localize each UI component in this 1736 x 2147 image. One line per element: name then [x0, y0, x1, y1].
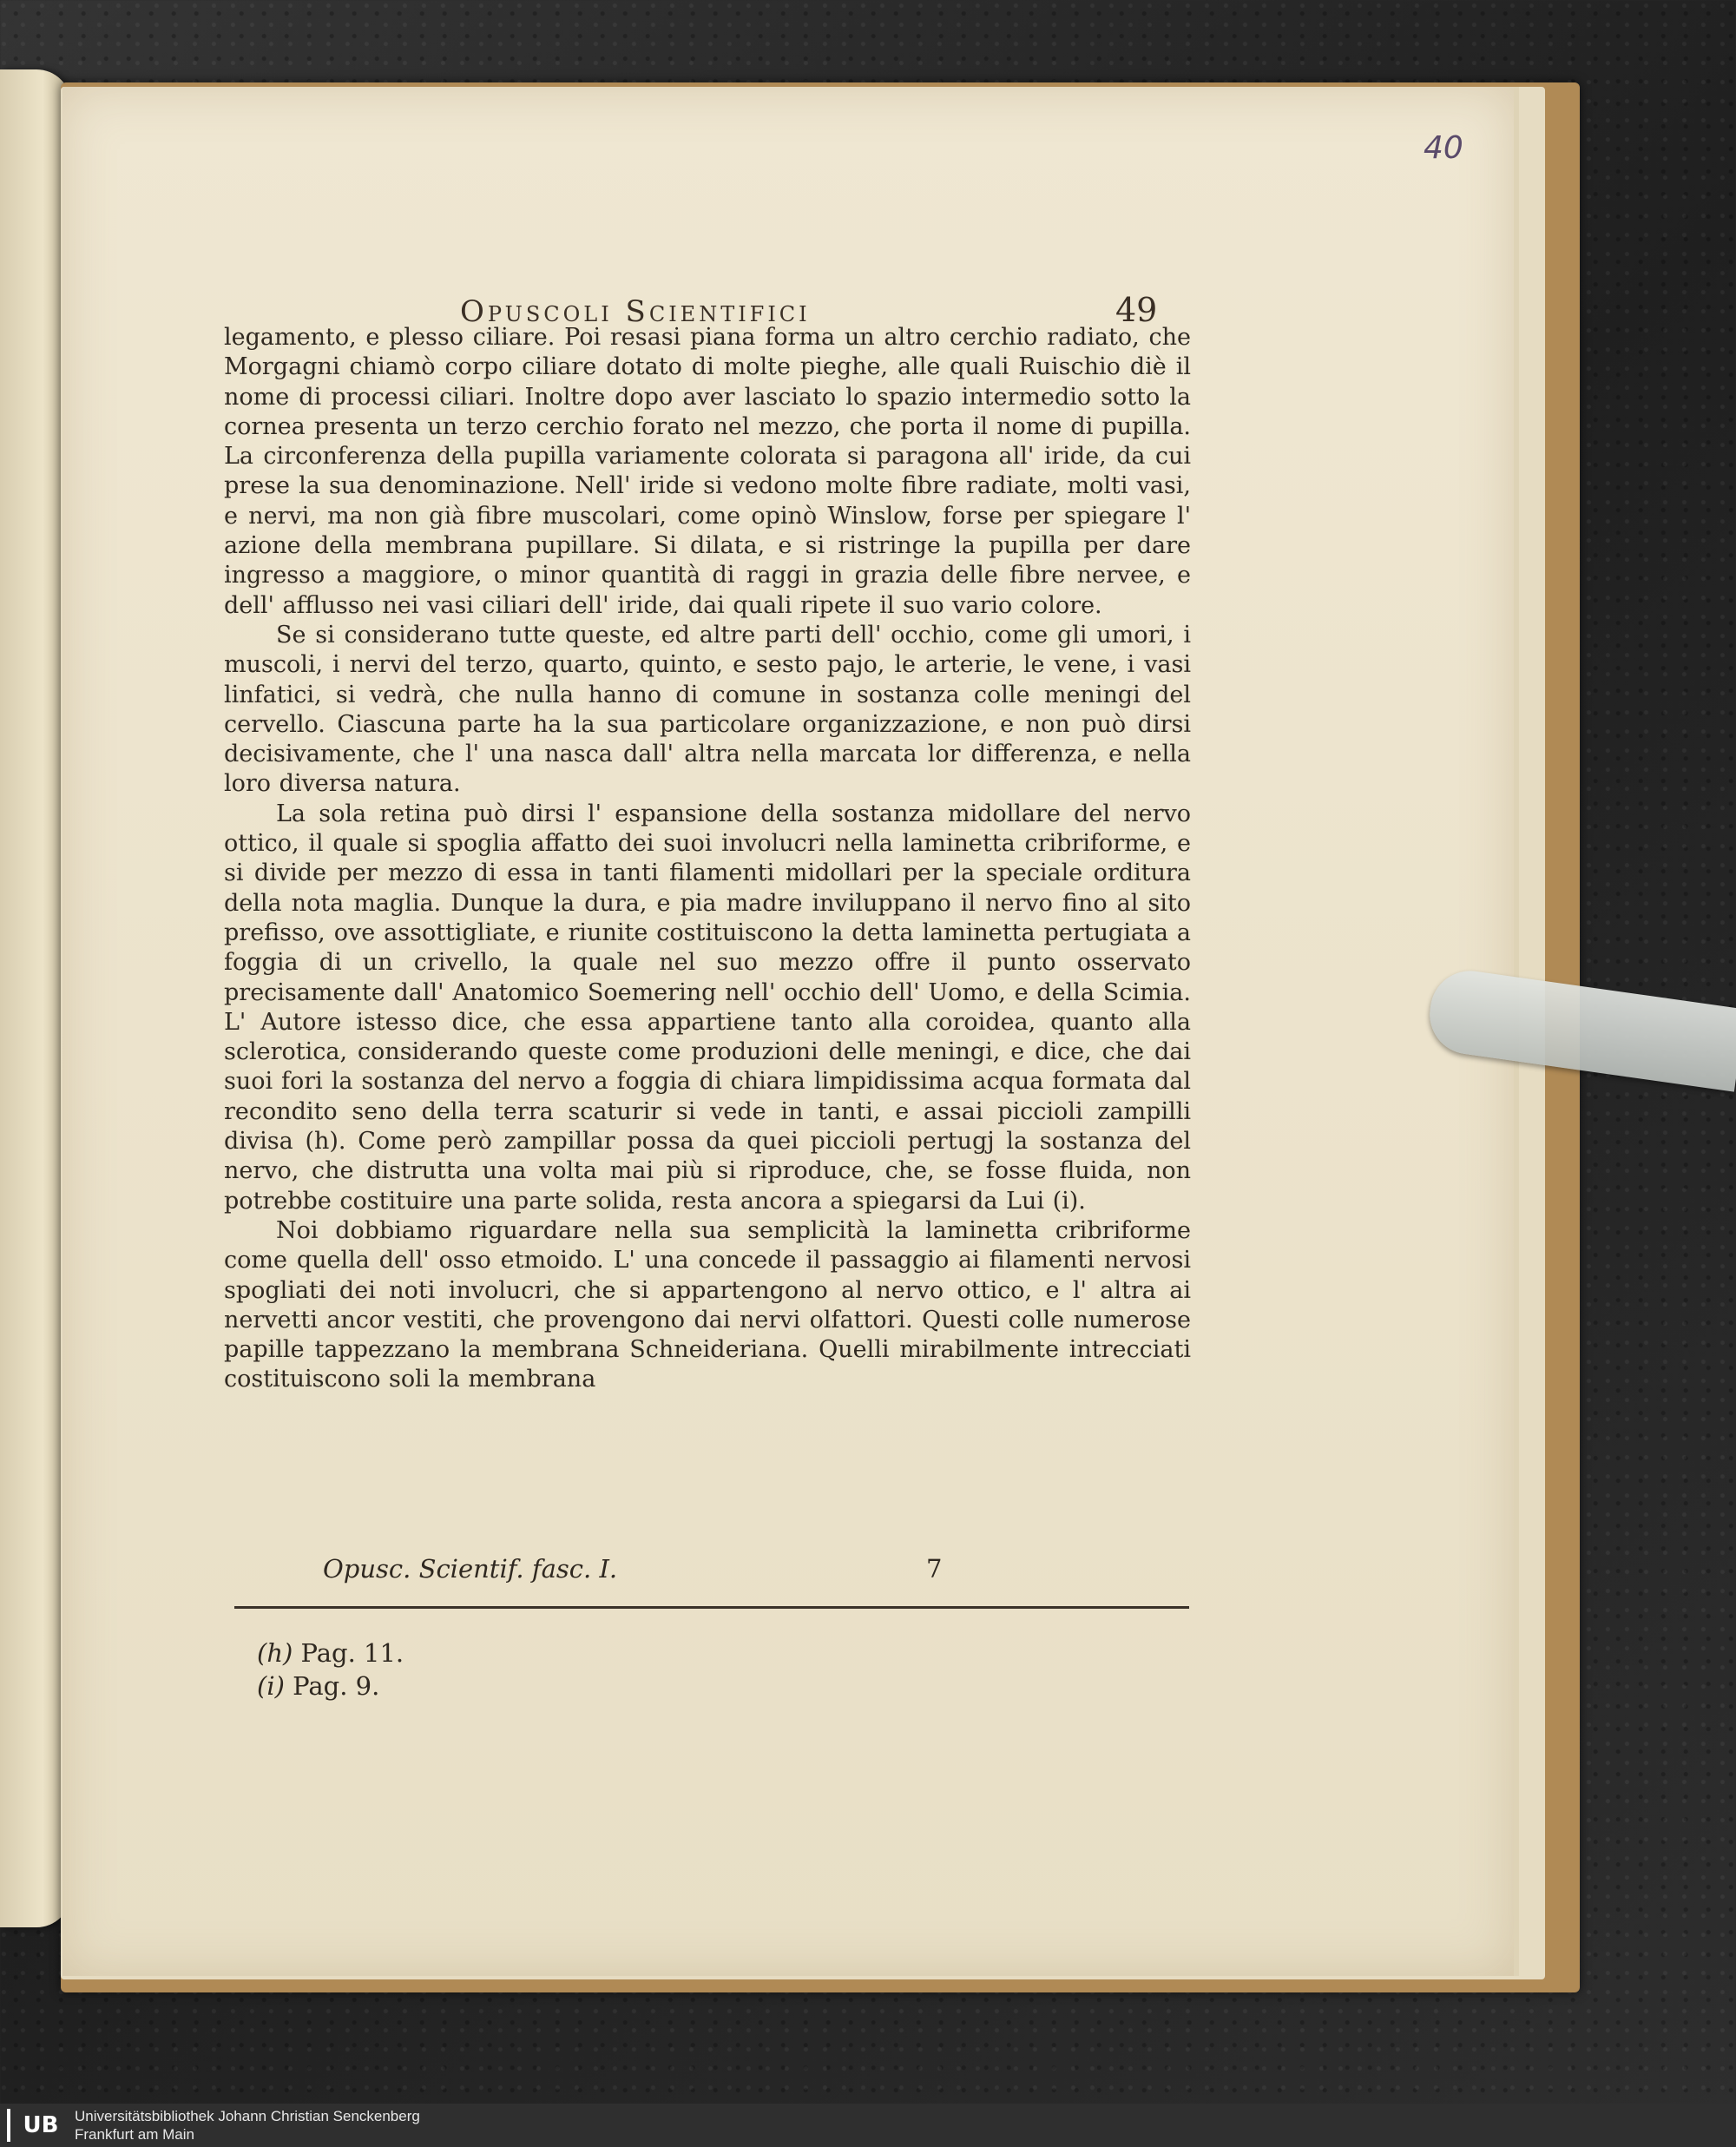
- body-text: [224, 323, 1191, 1395]
- running-title: Opuscoli Scientifici: [460, 294, 811, 329]
- library-name: Universitätsbibliothek Johann Christian Senckenberg: [75, 2108, 420, 2124]
- paragraph: Noi dobbiamo riguardare nella sua semplicità la laminetta cribriforme come quella dell' osso etmoido. L' una concede il passaggio ai filamenti nervosi spogliati dei noti involucri, che si appartengono al nervo ottico, e l' altra ai nervetti ancor vestiti, che provengono dai nervi olfattori. Questi colle numerose papille tappezzano la membrana Schneideriana. Quelli mirabilmente intrecciati costituiscono soli la membrana: [224, 1216, 1191, 1393]
- page-number: 49: [1115, 291, 1158, 329]
- library-city: Frankfurt am Main: [75, 2126, 194, 2143]
- paragraph: Se si considerano tutte queste, ed altre parti dell' occhio, come gli umori, i muscoli, i nervi del terzo, quarto, quinto, e sesto pajo, le arterie, le vene, i vasi linfatici, si vedrà, che nulla hanno di comune in sostanza colle meningi del cervello. Ciascuna parte ha la sua particolare organizzazione, e non può dirsi decisivamente, che l' una nasca dall' altra nella marcata lor differenza, e nella loro diversa natura.: [224, 621, 1191, 798]
- manuscript-page-number: 40: [1424, 130, 1463, 166]
- signature-label: Opusc. Scientif. fasc. I.: [323, 1554, 618, 1584]
- footnote-rule: [234, 1606, 1189, 1609]
- footnote-text: Pag. 11.: [300, 1638, 404, 1668]
- footnotes: [257, 1637, 404, 1702]
- footnote-mark: (h): [257, 1638, 293, 1668]
- library-credit: [75, 2107, 420, 2144]
- paragraph: legamento, e plesso ciliare. Poi resasi piana forma un altro cerchio radiato, che Morgagni chiamò corpo ciliare dotato di molte pieghe, alle quali Ruischio diè il nome di processi ciliari. Inoltre dopo aver lasciato lo spazio intermedio sotto la cornea presenta un terzo cerchio forato nel mezzo, che porta il nome di pupilla. La circonferenza della pupilla variamente colorata si paragona all' iride, da cui prese la sua denominazione. Nell' iride si vedono molte fibre radiate, molti vasi, e nervi, ma non già fibre muscolari, come opinò Winslow, forse per spiegare l' azione della membrana pupillare. Si dilata, e si ristringe la pupilla per dare ingresso a maggiore, o minor quantità di raggi in grazia delle fibre nervee, e dell' afflusso nei vasi ciliari dell' iride, dai quali ripete il suo vario colore.: [224, 324, 1191, 619]
- library-footer: [0, 2104, 1736, 2147]
- footnote: [257, 1637, 404, 1670]
- footnote-mark: (i): [257, 1671, 285, 1701]
- paragraph: La sola retina può dirsi l' espansione della sostanza midollare del nervo ottico, il quale si spoglia affatto dei suoi involucri nella laminetta cribriforme, e si divide per mezzo di essa in tanti filamenti midollari per la speciale orditura della nota maglia. Dunque la dura, e pia madre inviluppano il nervo fino al sito prefisso, ove assottigliate, e riunite costituiscono la detta laminetta pertugiata a foggia di un crivello, la quale nel suo mezzo offre il punto osservato precisamente dall' Anatomico Soemering nell' occhio dell' Uomo, e della Scimia. L' Autore istesso dice, che essa appartiene tanto alla coroidea, quanto alla sclerotica, considerando queste come produzioni delle meningi, e dice, che dai suoi fori la sostanza del nervo a foggia di chiara limpidissima acqua formata dal recondito seno della terra scaturir si vede in tanti, e assai piccioli zampilli divisa (h). Come però zampillar possa da quei piccioli pertugj la sostanza del nervo, che distrutta una volta mai più si riproduce, che, se fosse fluida, non potrebbe costituire una parte solida, resta ancora a spiegarsi da Lui (i).: [224, 800, 1191, 1215]
- signature-line: [323, 1554, 1191, 1589]
- ub-logo-icon: UB: [7, 2109, 68, 2142]
- footnote-text: Pag. 9.: [293, 1671, 380, 1701]
- footnote: [257, 1670, 404, 1702]
- signature-number: 7: [926, 1554, 943, 1584]
